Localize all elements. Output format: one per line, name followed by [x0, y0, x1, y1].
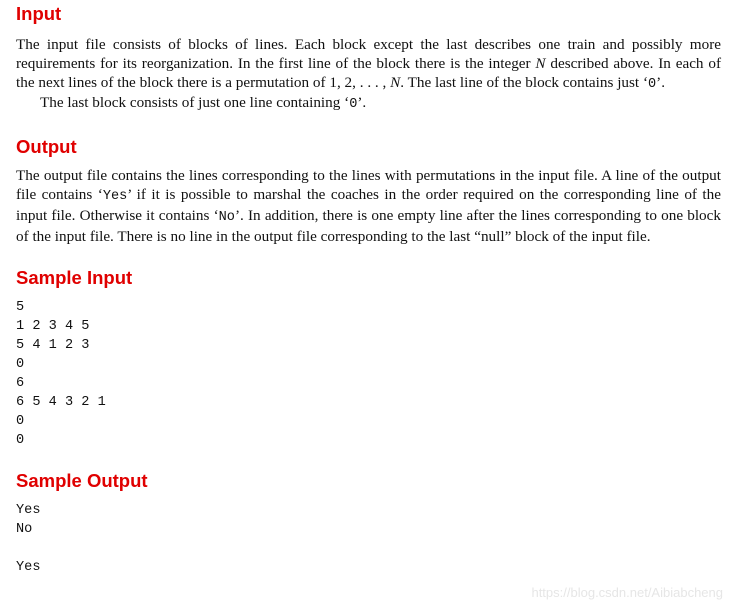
sample-input-line: 6: [16, 376, 25, 392]
output-paragraph: [16, 167, 721, 246]
code-yes: Yes: [102, 188, 128, 204]
sample-input-line: 1 2 3 4 5: [16, 319, 90, 335]
sample-output-line: No: [16, 522, 33, 538]
sample-input-line: 0: [16, 357, 25, 373]
sample-input-heading: Sample Input: [16, 267, 133, 289]
input-paragraph-2: [16, 94, 721, 115]
output-text-1: The output file contains the lines corresponding to the lines with permutations in the input file. A line of the output file contains ‘: [16, 167, 721, 203]
output-text-3: ’. In addition, there is one empty line after the lines corresponding to one block of the input file. There is no line in the output file corresponding to the last “null” block of the input file.: [16, 206, 721, 245]
code-zero: 0: [349, 97, 358, 113]
output-text-2: ’ if it is possible to marshal the coaches in the order required on the corresponding line of the input file. Otherwise it contains ‘: [16, 185, 721, 224]
math-n: N: [535, 54, 546, 72]
sample-input-line: 0: [16, 414, 25, 430]
input-text-6: ’.: [357, 94, 367, 112]
sample-input-line: 6 5 4 3 2 1: [16, 395, 106, 411]
sample-output-block: [16, 501, 721, 577]
input-text-4: ’.: [656, 73, 666, 91]
input-text-5: The last block consists of just one line containing ‘: [40, 94, 350, 112]
input-text-2: described above. In each of the next lines of the block there is a permutation of 1, 2, . . . ,: [16, 54, 721, 91]
input-heading: Input: [16, 3, 62, 24]
sample-input-line: 0: [16, 433, 25, 449]
sample-input-line: 5 4 1 2 3: [16, 338, 90, 354]
watermark: https://blog.csdn.net/Aibiabcheng: [531, 585, 723, 600]
sample-output-line: Yes: [16, 560, 41, 576]
sample-input-line: 5: [16, 300, 25, 316]
sample-output-line: Yes: [16, 503, 41, 519]
problem-statement: [16, 0, 721, 577]
sample-output-line: [16, 539, 721, 558]
sample-output-heading: Sample Output: [16, 470, 148, 492]
code-no: No: [218, 209, 235, 225]
input-text-3: . The last line of the block contains just ‘: [400, 73, 648, 91]
input-text-1: The input file consists of blocks of lines. Each block except the last describes one train and possibly more requirements for its reorganization. In the first line of the block there is the integer: [16, 36, 721, 72]
math-n: N: [390, 73, 401, 91]
output-heading: Output: [16, 136, 77, 158]
input-paragraph: [16, 36, 721, 94]
sample-input-block: [16, 298, 721, 450]
code-zero: 0: [648, 76, 657, 92]
